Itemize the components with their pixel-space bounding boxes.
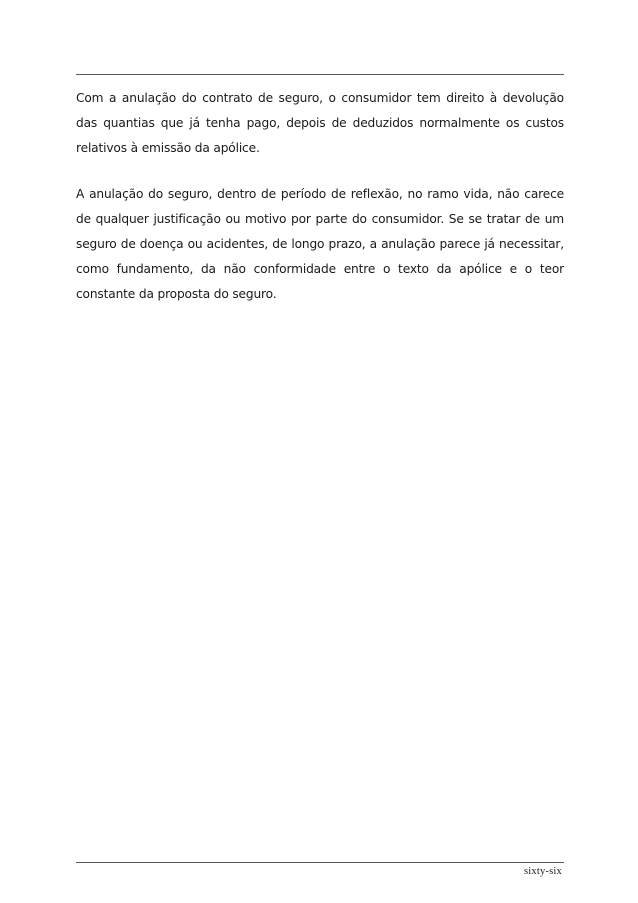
paragraph-cancellation-refund: Com a anulação do contrato de seguro, o consumidor tem direito à devolução das quantias que já tenha pago, depois de deduzidos normalmente os custos relativos à emissão da apólice. <box>76 91 564 155</box>
document-body <box>76 86 564 307</box>
page-number: sixty-six <box>524 866 562 877</box>
header-divider <box>76 74 564 75</box>
footer-divider <box>76 862 564 863</box>
paragraph-reflection-period: A anulação do seguro, dentro de período de reflexão, no ramo vida, não carece de qualquer justificação ou motivo por parte do consumidor. Se se tratar de um seguro de doença ou acidentes, de longo prazo, a anulação parece já necessitar, como fundamento, da não conformidade entre o texto da apólice e o teor constante da proposta do seguro. <box>76 187 564 301</box>
